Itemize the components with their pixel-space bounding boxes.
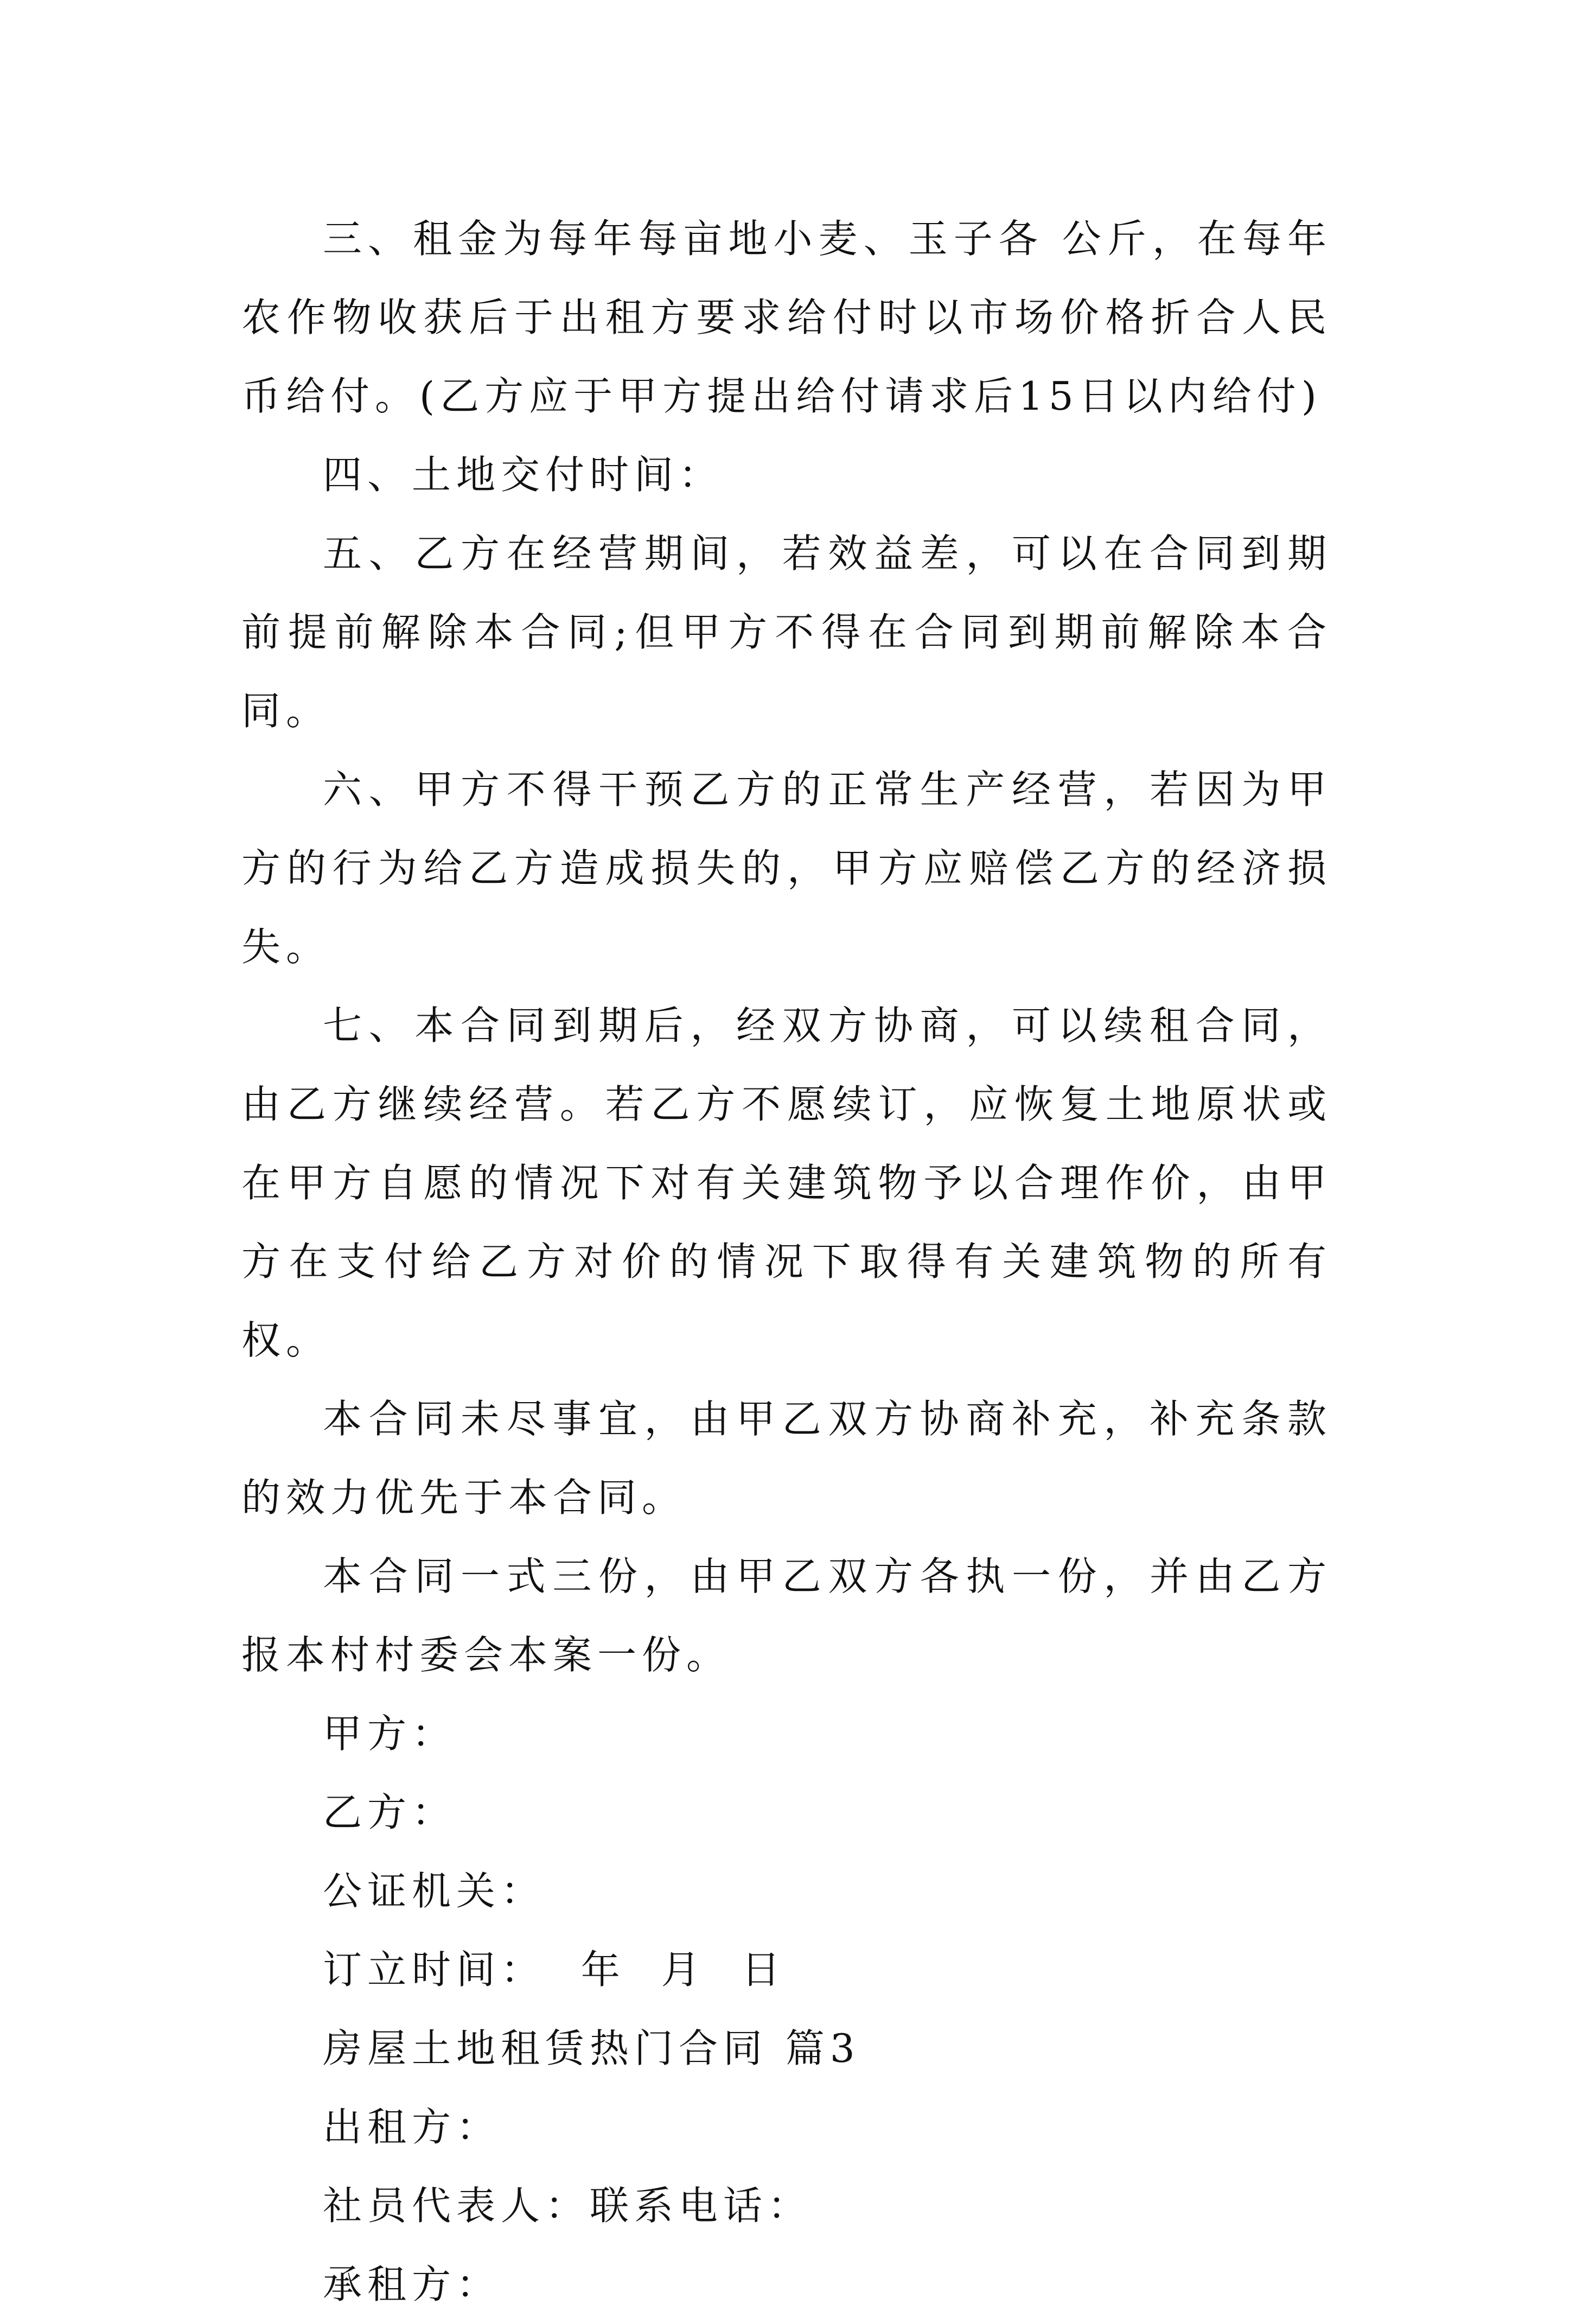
clause-early-termination: 五、乙方在经营期间，若效益差，可以在合同到期前提前解除本合同;但甲方不得在合同到期前解除本合同。 [241, 531, 1332, 734]
clause-supplement: 本合同未尽事宜，由甲乙双方协商补充，补充条款的效力优先于本合同。 [241, 1396, 1332, 1520]
party-b-line: 乙方： [323, 1790, 457, 1835]
party-a-line: 甲方： [323, 1711, 457, 1756]
clause-renewal: 七、本合同到期后，经双方协商，可以续租合同，由乙方继续经营。若乙方不愿续订，应恢复土地原状或在甲方自愿的情况下对有关建筑物予以合理作价，由甲方在支付给乙方对价的情况下取得有关建筑物的所有权。 [241, 1003, 1332, 1363]
clause-no-interference: 六、甲方不得干预乙方的正常生产经营，若因为甲方的行为给乙方造成损失的，甲方应赔偿乙方的经济损失。 [241, 767, 1332, 970]
lessor-line: 出租方： [323, 2104, 501, 2150]
clause-copies: 本合同一式三份，由甲乙双方各执一份，并由乙方报本村村委会本案一份。 [241, 1553, 1332, 1678]
document-body [241, 200, 1332, 2324]
lessee-line: 承租方： [323, 2262, 501, 2307]
notary-line: 公证机关： [323, 1868, 546, 1914]
clause-delivery-time: 四、土地交付时间： [323, 452, 724, 498]
section-heading: 房屋土地租赁热门合同 篇3 [323, 2026, 860, 2071]
date-line: 订立时间： 年 月 日 [323, 1947, 786, 1992]
representative-line: 社员代表人：联系电话： [323, 2183, 813, 2229]
clause-rent: 三、租金为每年每亩地小麦、玉子各 公斤，在每年农作物收获后于出租方要求给付时以市场价格折合人民币给付。(乙方应于甲方提出给付请求后15日以内给付) [241, 216, 1332, 419]
